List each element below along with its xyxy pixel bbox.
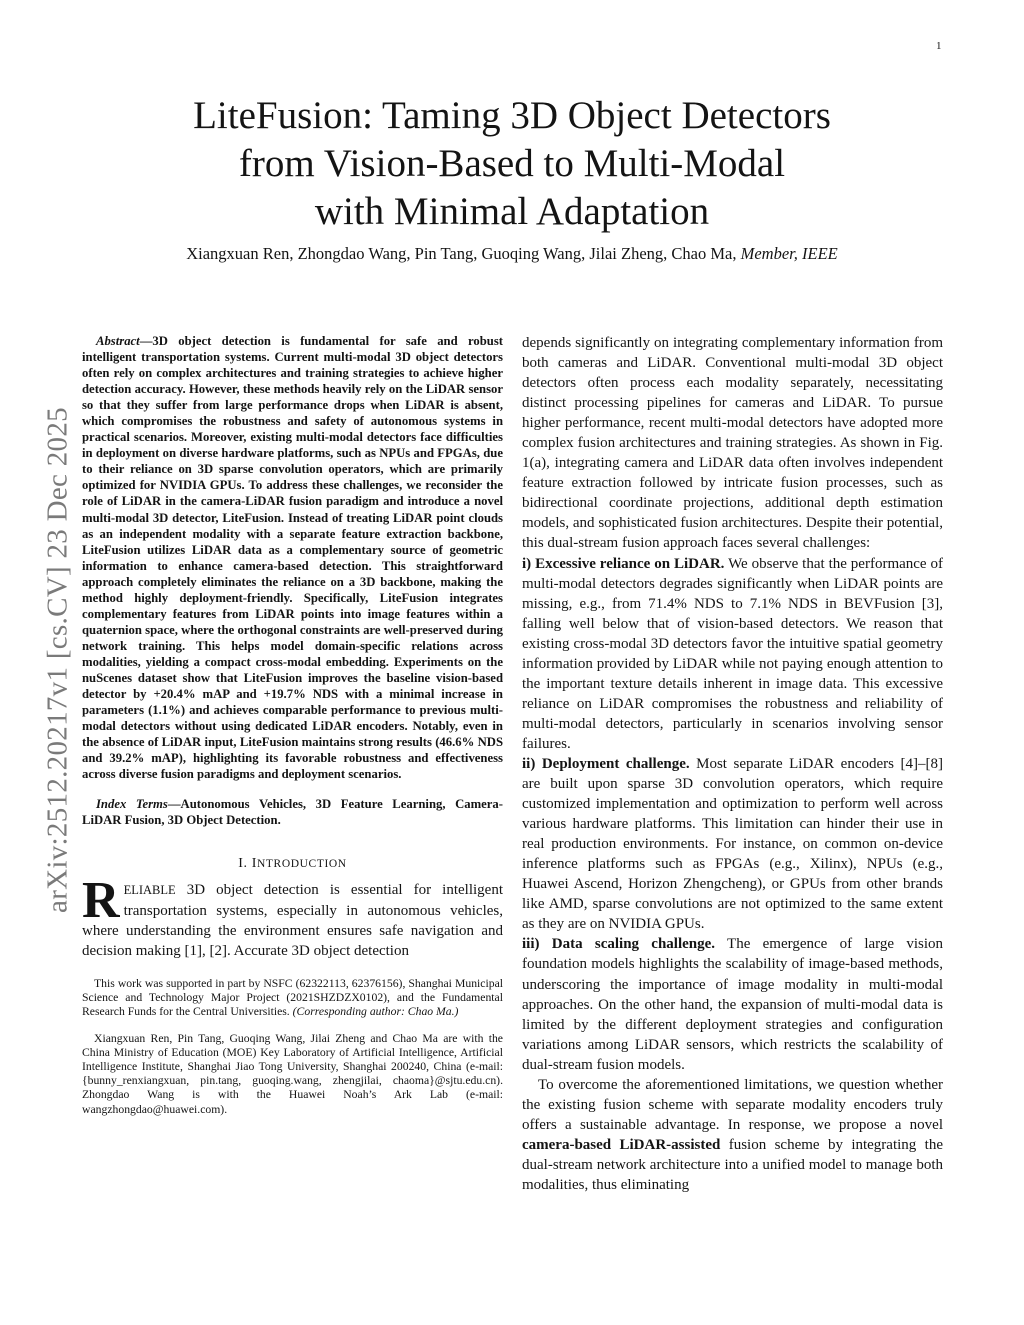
abstract (82, 333, 503, 782)
title-line-1: LiteFusion: Taming 3D Object Detectors (193, 94, 831, 137)
author-names: Xiangxuan Ren, Zhongdao Wang, Pin Tang, Guoqing Wang, Jilai Zheng, Chao Ma, (186, 244, 741, 263)
section-number: I. (238, 856, 252, 872)
index-terms-label: Index Terms (96, 797, 168, 812)
challenge-2-text: Most separate LiDAR encoders [4]–[8] are built upon sparse 3D convolution operators, which require customized implementation and optimization to perform well across various hardware platforms. This limitation can hinder their use in real production environments. For instance, on common on-device inference platforms such as FPGAs (e.g., Xilinx), NPUs (e.g., Huawei Ascend, Horizon Zhengcheng), or GPUs from other brands like AMD, sparse convolutions are not optimized to the same extent as they are on NVIDIA GPUs. (522, 755, 943, 933)
abstract-label: Abstract (96, 334, 140, 348)
author-list (100, 244, 924, 264)
challenge-2 (522, 754, 943, 934)
paragraph-last-a: To overcome the aforementioned limitations, we question whether the existing fusion scheme with separate modality encoders truly offers a sustainable advantage. In response, we propose a novel (522, 1076, 943, 1133)
page-number: 1 (936, 40, 942, 52)
paragraph-last-bold: camera-based LiDAR-assisted (522, 1136, 721, 1153)
challenge-3 (522, 934, 943, 1074)
challenge-2-label: ii) Deployment challenge. (522, 755, 690, 772)
title-line-2: from Vision-Based to Multi-Modal (238, 142, 786, 185)
intro-small-caps: ELIABLE (123, 883, 176, 898)
right-column (522, 333, 943, 1195)
challenge-1 (522, 554, 943, 754)
corresponding-author: (Corresponding author: Chao Ma.) (292, 1004, 459, 1018)
body-paragraph-1: depends significantly on integrating complementary information from both cameras and LiDAR. Conventional multi-modal 3D object detectors often process each modality separately, necessitating distinct processing pipelines for cameras and LiDAR. To pursue higher performance, recent multi-modal detectors have adopted more complex fusion architectures and training strategies. As shown in Fig. 1(a), integrating camera and LiDAR data often involves independent feature extraction followed by intricate fusion processes, such as bidirectional coordinate projections, additional depth estimation models, and sophisticated fusion architectures. Despite their potential, this dual-stream fusion approach faces several challenges: (522, 335, 943, 552)
challenge-1-text: We observe that the performance of multi-modal detectors degrades significantly when LiDAR points are missing, e.g., from 71.4% NDS to 7.1% NDS in BEVFusion [3], falling well below that of vision-based detectors. We reason that existing cross-modal 3D detectors favor the intuitive spatial geometry information provided by LiDAR while not paying enough attention to the important texture details inherent in image data. This excessive reliance on LiDAR compromises the robustness and reliability of multi-modal detectors, particularly in scenarios involving sensor failures. (522, 555, 943, 752)
section-title-cap: I (251, 856, 258, 872)
footnote-affiliation: Xiangxuan Ren, Pin Tang, Guoqing Wang, Jilai Zheng and Chao Ma are with the China Ministry of Education (MOE) Key Laboratory of Artificial Intelligence, Artificial Intelligence Institute, Shanghai Jiao Tong University, Shanghai 200240, China (e-mail: {bunny_renxiangxuan, pin.tang, guoqing.wang, zhengjilai, chaoma}@sjtu.edu.cn). Zhongdao Wang is with the Huawei Noah’s Ark Lab (e-mail: wangzhongdao@huawei.com). (82, 1032, 503, 1116)
paragraph-last-b: fusion scheme by integrating the dual-stream network architecture into a unified model to manage both modalities, thus eliminating (522, 1136, 943, 1193)
abstract-text: —3D object detection is fundamental for safe and robust intelligent transportation systems. Current multi-modal 3D object detectors often rely on complex architectures and training strategies to achieve higher detection accuracy. However, these methods heavily rely on the LiDAR sensor so that they suffer from large performance drops when LiDAR is absent, which compromises the robustness and safety of autonomous systems in practical scenarios. Moreover, existing multi-modal detectors face difficulties in deployment on diverse hardware platforms, such as NPUs and FPGAs, due to their reliance on 3D sparse convolution operators, which are primarily optimized for NVIDIA GPUs. To address these challenges, we reconsider the role of LiDAR in the camera-LiDAR fusion paradigm and introduce a novel multi-modal 3D detector, LiteFusion. Instead of treating LiDAR point clouds as an independent modality with a separate feature extraction backbone, LiteFusion utilizes LiDAR data as a complementary source of geometric information to enhance camera-based detection. This straightforward approach completely eliminates the reliance on a 3D backbone, making the method highly deployment-friendly. Specifically, LiteFusion integrates complementary features from LiDAR points into image features within a quaternion space, where the orthogonal constraints are well-preserved during network training. This helps model domain-specific relations across modalities, yielding a compact cross-modal embedding. Experiments on the nuScenes dataset show that LiteFusion improves the baseline vision-based detector by +20.4% mAP and +19.7% NDS with a minimal increase in parameters (1.1%) and achieves comparable performance to previous multi-modal detectors without using dedicated LiDAR encoders. Notably, even in the absence of LiDAR input, LiteFusion maintains strong results (46.6% NDS and 39.2% mAP), highlighting its favorable robustness and effectiveness across diverse fusion paradigms and deployment scenarios. (82, 334, 503, 782)
paper-title (120, 92, 904, 236)
index-terms-text: —Autonomous Vehicles, 3D Feature Learning, Camera-LiDAR Fusion, 3D Object Detection. (82, 797, 503, 828)
ieee-membership: Member, IEEE (740, 244, 838, 263)
drop-cap: R (82, 872, 120, 930)
introduction-paragraph (82, 872, 503, 960)
footnotes (82, 977, 503, 1117)
footnote-funding (82, 977, 503, 1019)
index-terms (82, 796, 503, 828)
body-paragraph-last (522, 1075, 943, 1195)
challenge-3-label: iii) Data scaling challenge. (522, 936, 716, 953)
intro-text: 3D object detection is essential for intelligent transportation systems, especially in autonomous vehicles, where understanding the environment ensures safe navigation and decision making [1], [2]. Accurate 3D object detection (82, 882, 503, 959)
challenge-1-label: i) Excessive reliance on LiDAR. (522, 555, 725, 572)
funding-text: This work was supported in part by NSFC (62322113, 62376156), Shanghai Municipal Science and Technology Major Project (2021SHZDZX0102), and the Fundamental Research Funds for the Central Universities. (82, 976, 503, 1018)
title-line-3: with Minimal Adaptation (314, 190, 710, 233)
left-column (82, 333, 503, 1130)
section-heading-introduction (82, 856, 503, 872)
challenge-3-text: The emergence of large vision foundation models highlights the scalability of image-based methods, underscoring the importance of image modality in multi-modal approaches. On the other hand, the expansion of multi-modal data is limited by the different deployment strategies and configuration variations among LiDAR sensors, which restricts the scalability of dual-stream fusion models. (522, 936, 943, 1073)
arxiv-stamp: arXiv:2512.20217v1 [cs.CV] 23 Dec 2025 (41, 407, 74, 913)
section-title-rest: NTRODUCTION (257, 858, 347, 871)
